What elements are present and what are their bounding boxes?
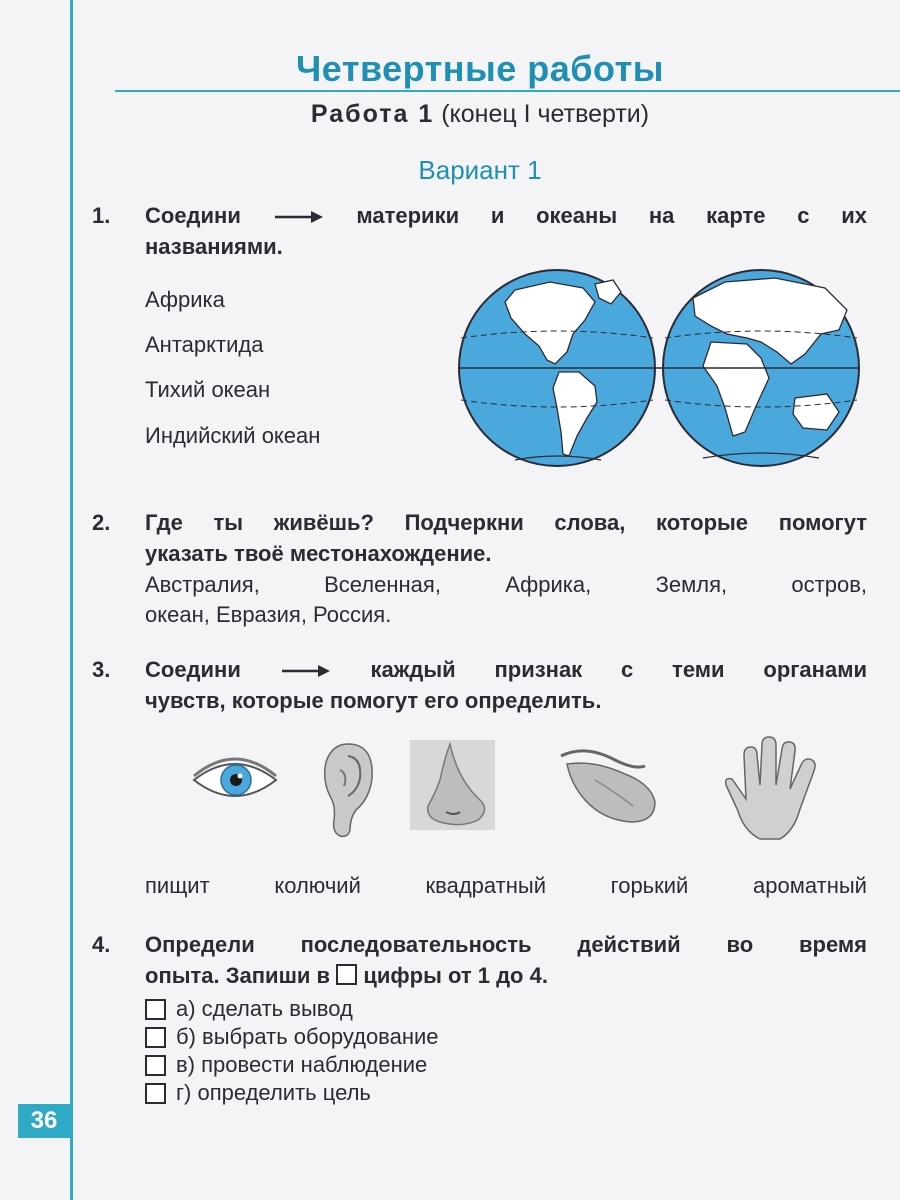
work-title [0,100,900,129]
task3-text [145,654,867,716]
task1-number: 1. [92,203,111,228]
task4-line1: Определи последовательность действий во время [145,932,867,957]
task3-rest: каждый признак с теми органами [370,657,867,682]
task2-text [145,507,867,569]
page-number: 36 [18,1104,70,1138]
task4-option-b [145,1024,439,1050]
answer-box-d[interactable] [145,1083,166,1104]
task2-words [145,570,867,630]
task3-line1 [145,654,867,685]
task3-signs [145,873,867,899]
task1-verb: Соедини [145,203,241,228]
eye-icon [190,752,280,808]
ear-icon [318,740,378,840]
answer-box-b[interactable] [145,1027,166,1048]
variant-label: Вариант 1 [418,155,542,185]
task4-line2-a: опыта. Запиши в [145,963,331,988]
task3-verb: Соедини [145,657,241,682]
option-b-label: б) выбрать оборудование [176,1024,439,1049]
task2-line2: указать твоё местонахождение. [145,541,492,566]
task3-line2: чувств, которые помогут его определить. [145,688,602,713]
work-period: (конец I четверти) [441,100,650,128]
task1-item-africa: Африка [145,287,225,312]
task1-text [145,200,867,262]
arrow-icon [280,664,332,678]
nose-icon [410,740,495,830]
world-map-two-hemispheres [455,268,865,468]
task4-line2-b: цифры от 1 до 4. [363,963,548,988]
sign-prickly: колючий [274,873,361,898]
task1-item-indian: Индийский океан [145,423,321,448]
arrow-icon [273,210,325,224]
answer-box-a[interactable] [145,999,166,1020]
task2-line1: Где ты живёшь? Подчеркни слова, которые помогут [145,510,867,535]
option-d-label: г) определить цель [176,1080,371,1105]
sign-fragrant: ароматный [753,873,867,898]
sign-squeaks: пищит [145,873,210,898]
sign-bitter: горький [610,873,689,898]
task1-rest: материки и океаны на карте с их [356,203,867,228]
task1-line1 [145,200,867,231]
task1-line2: названиями. [145,234,283,259]
task4-option-d [145,1080,371,1106]
answer-box-c[interactable] [145,1055,166,1076]
answer-box-icon [336,964,357,985]
sign-square: квадратный [425,873,546,898]
task1-item-pacific: Тихий океан [145,377,271,402]
option-a-label: а) сделать вывод [176,996,353,1021]
tongue-icon [555,740,665,830]
task4-option-c [145,1052,427,1078]
hand-icon [720,735,830,845]
header-rule [115,90,900,92]
task1-item-antarctica: Антарктида [145,332,264,357]
task2-words-line2: океан, Евразия, Россия. [145,602,392,627]
task2-number: 2. [92,510,111,535]
section-title: Четвертные работы [295,48,665,89]
task4-line2 [145,960,867,991]
work-title-main: Работа 1 [310,100,435,128]
task4-number: 4. [92,932,111,957]
task3-number: 3. [92,657,111,682]
task4-text [145,929,867,991]
task4-option-a [145,996,353,1022]
task2-words-line1: Австралия, Вселенная, Африка, Земля, остров, [145,572,867,597]
option-c-label: в) провести наблюдение [176,1052,428,1077]
